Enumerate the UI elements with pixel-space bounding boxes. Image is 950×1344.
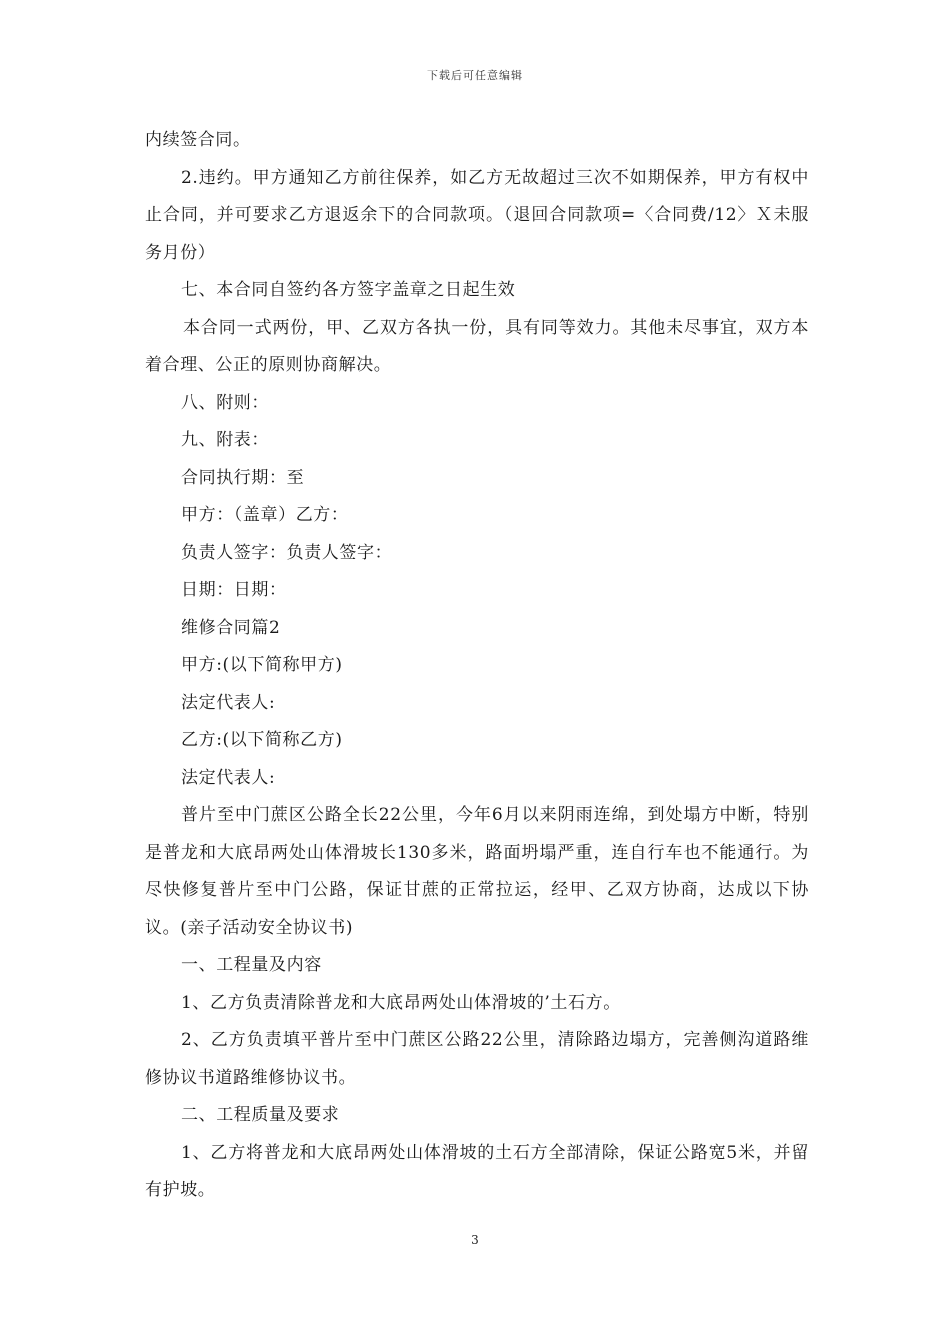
document-body [145, 122, 809, 1210]
form-line: 合同执行期：至 [181, 467, 305, 488]
form-line: 甲方：（盖章）乙方： [181, 505, 349, 525]
form-line: 法定代表人: [181, 767, 276, 788]
form-line: 甲方:(以下简称甲方) [181, 655, 343, 675]
form-line: 日期：日期： [181, 580, 287, 600]
page-header: 下载后可任意编辑 [427, 69, 523, 82]
section-title: 维修合同篇2 [181, 617, 281, 638]
page-number: 3 [471, 1233, 479, 1247]
form-line: 负责人签字：负责人签字： [181, 542, 393, 563]
paragraph: 本合同一式两份，甲、乙双方各执一份，具有同等效力。其他未尽事宜，双方本着合理、公正的原则协商解决。 [145, 317, 809, 375]
paragraph: 2.违约。甲方通知乙方前往保养，如乙方无故超过三次不如期保养，甲方有权中止合同，并可要求乙方退返余下的合同款项。（退回合同款项=〈合同费/12〉Ｘ未服务月份） [145, 167, 809, 263]
paragraph: 内续签合同。 [145, 130, 251, 150]
paragraph: 1、乙方负责清除普龙和大底昂两处山体滑坡的’土石方。 [181, 992, 621, 1013]
paragraph: 1、乙方将普龙和大底昂两处山体滑坡的土石方全部清除，保证公路宽5米，并留有护坡。 [145, 1142, 809, 1200]
paragraph: 2、乙方负责填平普片至中门蔗区公路22公里，清除路边塌方，完善侧沟道路维修协议书道路维修协议书。 [145, 1030, 809, 1088]
form-line: 乙方:(以下简称乙方) [181, 730, 343, 750]
section-heading: 二、工程质量及要求 [181, 1105, 340, 1125]
section-heading: 九、附表： [181, 430, 269, 450]
section-heading: 八、附则： [181, 392, 269, 413]
section-heading: 一、工程量及内容 [181, 955, 322, 975]
section-heading: 七、本合同自签约各方签字盖章之日起生效 [181, 280, 516, 300]
paragraph: 普片至中门蔗区公路全长22公里，今年6月以来阴雨连绵，到处塌方中断，特别是普龙和大底昂两处山体滑坡长130多米，路面坍塌严重，连自行车也不能通行。为尽快修复普片至中门公路，保证甘蔗的正常拉运，经甲、乙双方协商，达成以下协议。(亲子活动安全协议书) [145, 805, 809, 938]
form-line: 法定代表人: [181, 692, 276, 713]
